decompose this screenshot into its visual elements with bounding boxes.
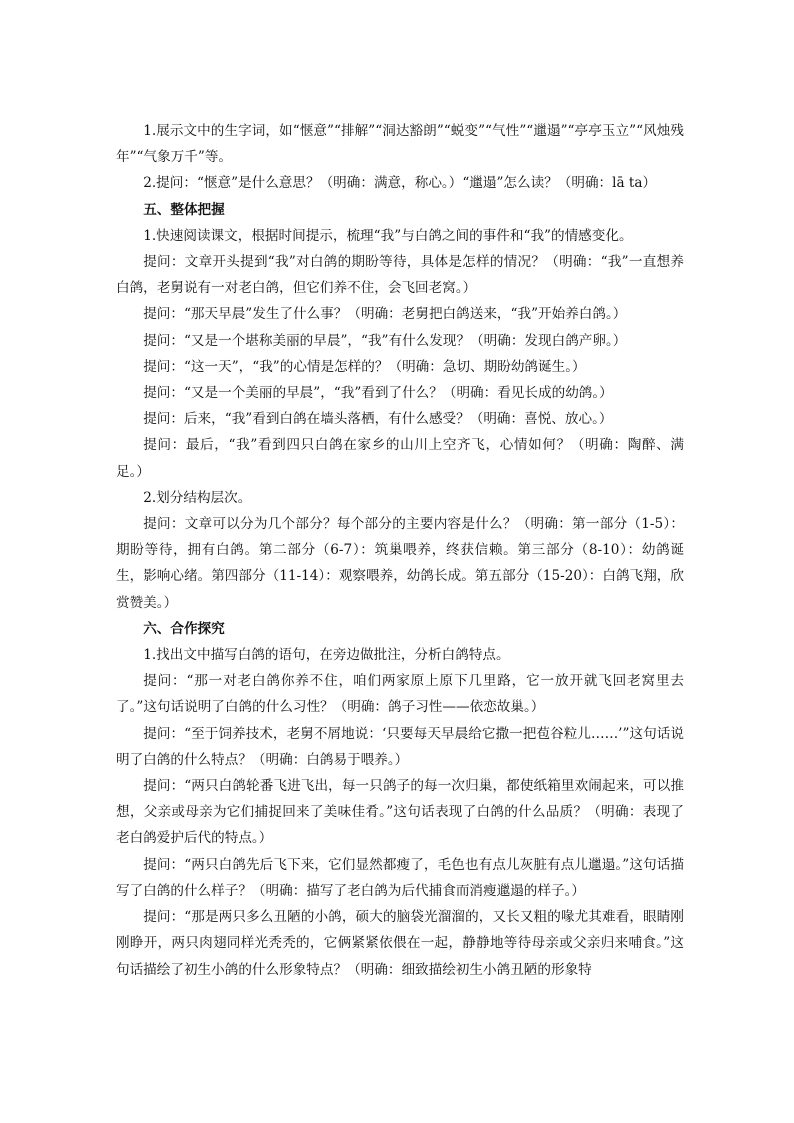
paragraph-9: 提问：后来，“我”看到白鸽在墙头落栖，有什么感受？（明确：喜悦、放心。） [143,411,613,428]
paragraph-10: 提问：最后，“我”看到四只白鸽在家乡的山川上空齐飞，心情如何？（明确：陶醉、满足。） [116,437,684,480]
paragraph-1: 1.展示文中的生字词，如“惬意”“排解”“洞达豁朗”“蜕变”“气性”“邋遢”“亭亭玉立”“风烛残年”“气象万千”等。 [116,123,684,166]
paragraph-7: 提问：“这一天”，“我”的心情是怎样的？（明确：急切、期盼幼鸽诞生。） [143,358,586,375]
paragraph-16: 提问：“两只白鸽轮番飞进飞出，每一只鸽子的每一次归巢，都使纸箱里欢闹起来，可以推想，父亲或母亲为它们捕捉回来了美味佳肴。”这句话表现了白鸽的什么品质？（明确：表现了老白鸽爱护后代的特点。） [116,778,684,847]
paragraph-2: 2.提问：“惬意”是什么意思？（明确：满意，称心。）“邋遢”怎么读？（明确：lā ta） [143,175,657,192]
paragraph-15: 提问：“至于饲养技术，老舅不屑地说：‘只要每天早晨给它撒一把苞谷粒儿……’”这句话说明了白鸽的什么特点？（明确：白鸽易于喂养。） [116,725,684,768]
paragraph-5: 提问：“那天早晨”发生了什么事？（明确：老舅把白鸽送来，“我”开始养白鸽。） [143,306,627,323]
paragraph-3: 1.快速阅读课文，根据时间提示，梳理“我”与白鸽之间的事件和“我”的情感变化。 [143,227,633,244]
paragraph-14: 提问：“那一对老白鸽你养不住，咱们两家原上原下几里路，它一放开就飞回老窝里去了。”这句话说明了白鸽的什么习性？（明确：鸽子习性——依恋故巢。） [116,673,684,716]
paragraph-6: 提问：“又是一个堪称美丽的早晨”，“我”有什么发现？（明确：发现白鸽产卵。） [143,332,627,349]
paragraph-17: 提问：“两只白鸽先后飞下来，它们显然都瘦了，毛色也有点儿灰脏有点儿邋遢。”这句话描写了白鸽的什么样子？（明确：描写了老白鸽为后代捕食而消瘦邋遢的样子。） [116,856,684,899]
paragraph-8: 提问：“又是一个美丽的早晨”，“我”看到了什么？（明确：看见长成的幼鸽。） [143,385,613,402]
paragraph-4: 提问：文章开头提到“我”对白鸽的期盼等待，具体是怎样的情况？（明确：“我”一直想养白鸽，老舅说有一对老白鸽，但它们养不住，会飞回老窝。） [116,254,684,297]
document-page [116,118,684,983]
paragraph-11: 2.划分结构层次。 [143,489,252,506]
section-heading-6: 六、合作探究 [143,620,225,637]
section-heading-5: 五、整体把握 [143,201,225,218]
paragraph-18: 提问：“那是两只多么丑陋的小鸽，硕大的脑袋光溜溜的，又长又粗的喙尤其难看，眼睛刚刚睁开，两只肉翅同样光秃秃的，它俩紧紧依偎在一起，静静地等待母亲或父亲归来哺食。”这句话描绘了初生小鸽的什么形象特点？（明确：细致描绘初生小鸽丑陋的形象特 [116,909,684,978]
paragraph-12: 提问：文章可以分为几个部分？每个部分的主要内容是什么？（明确：第一部分（1-5）：期盼等待，拥有白鸽。第二部分（6-7）：筑巢喂养，终获信赖。第三部分（8-10）：幼鸽诞生，影响心绪。第四部分（11-14）：观察喂养，幼鸽长成。第五部分（15-20）：白鸽飞翔，欣赏赞美。） [116,516,684,611]
paragraph-13: 1.找出文中描写白鸽的语句，在旁边做批注，分析白鸽特点。 [143,647,510,664]
